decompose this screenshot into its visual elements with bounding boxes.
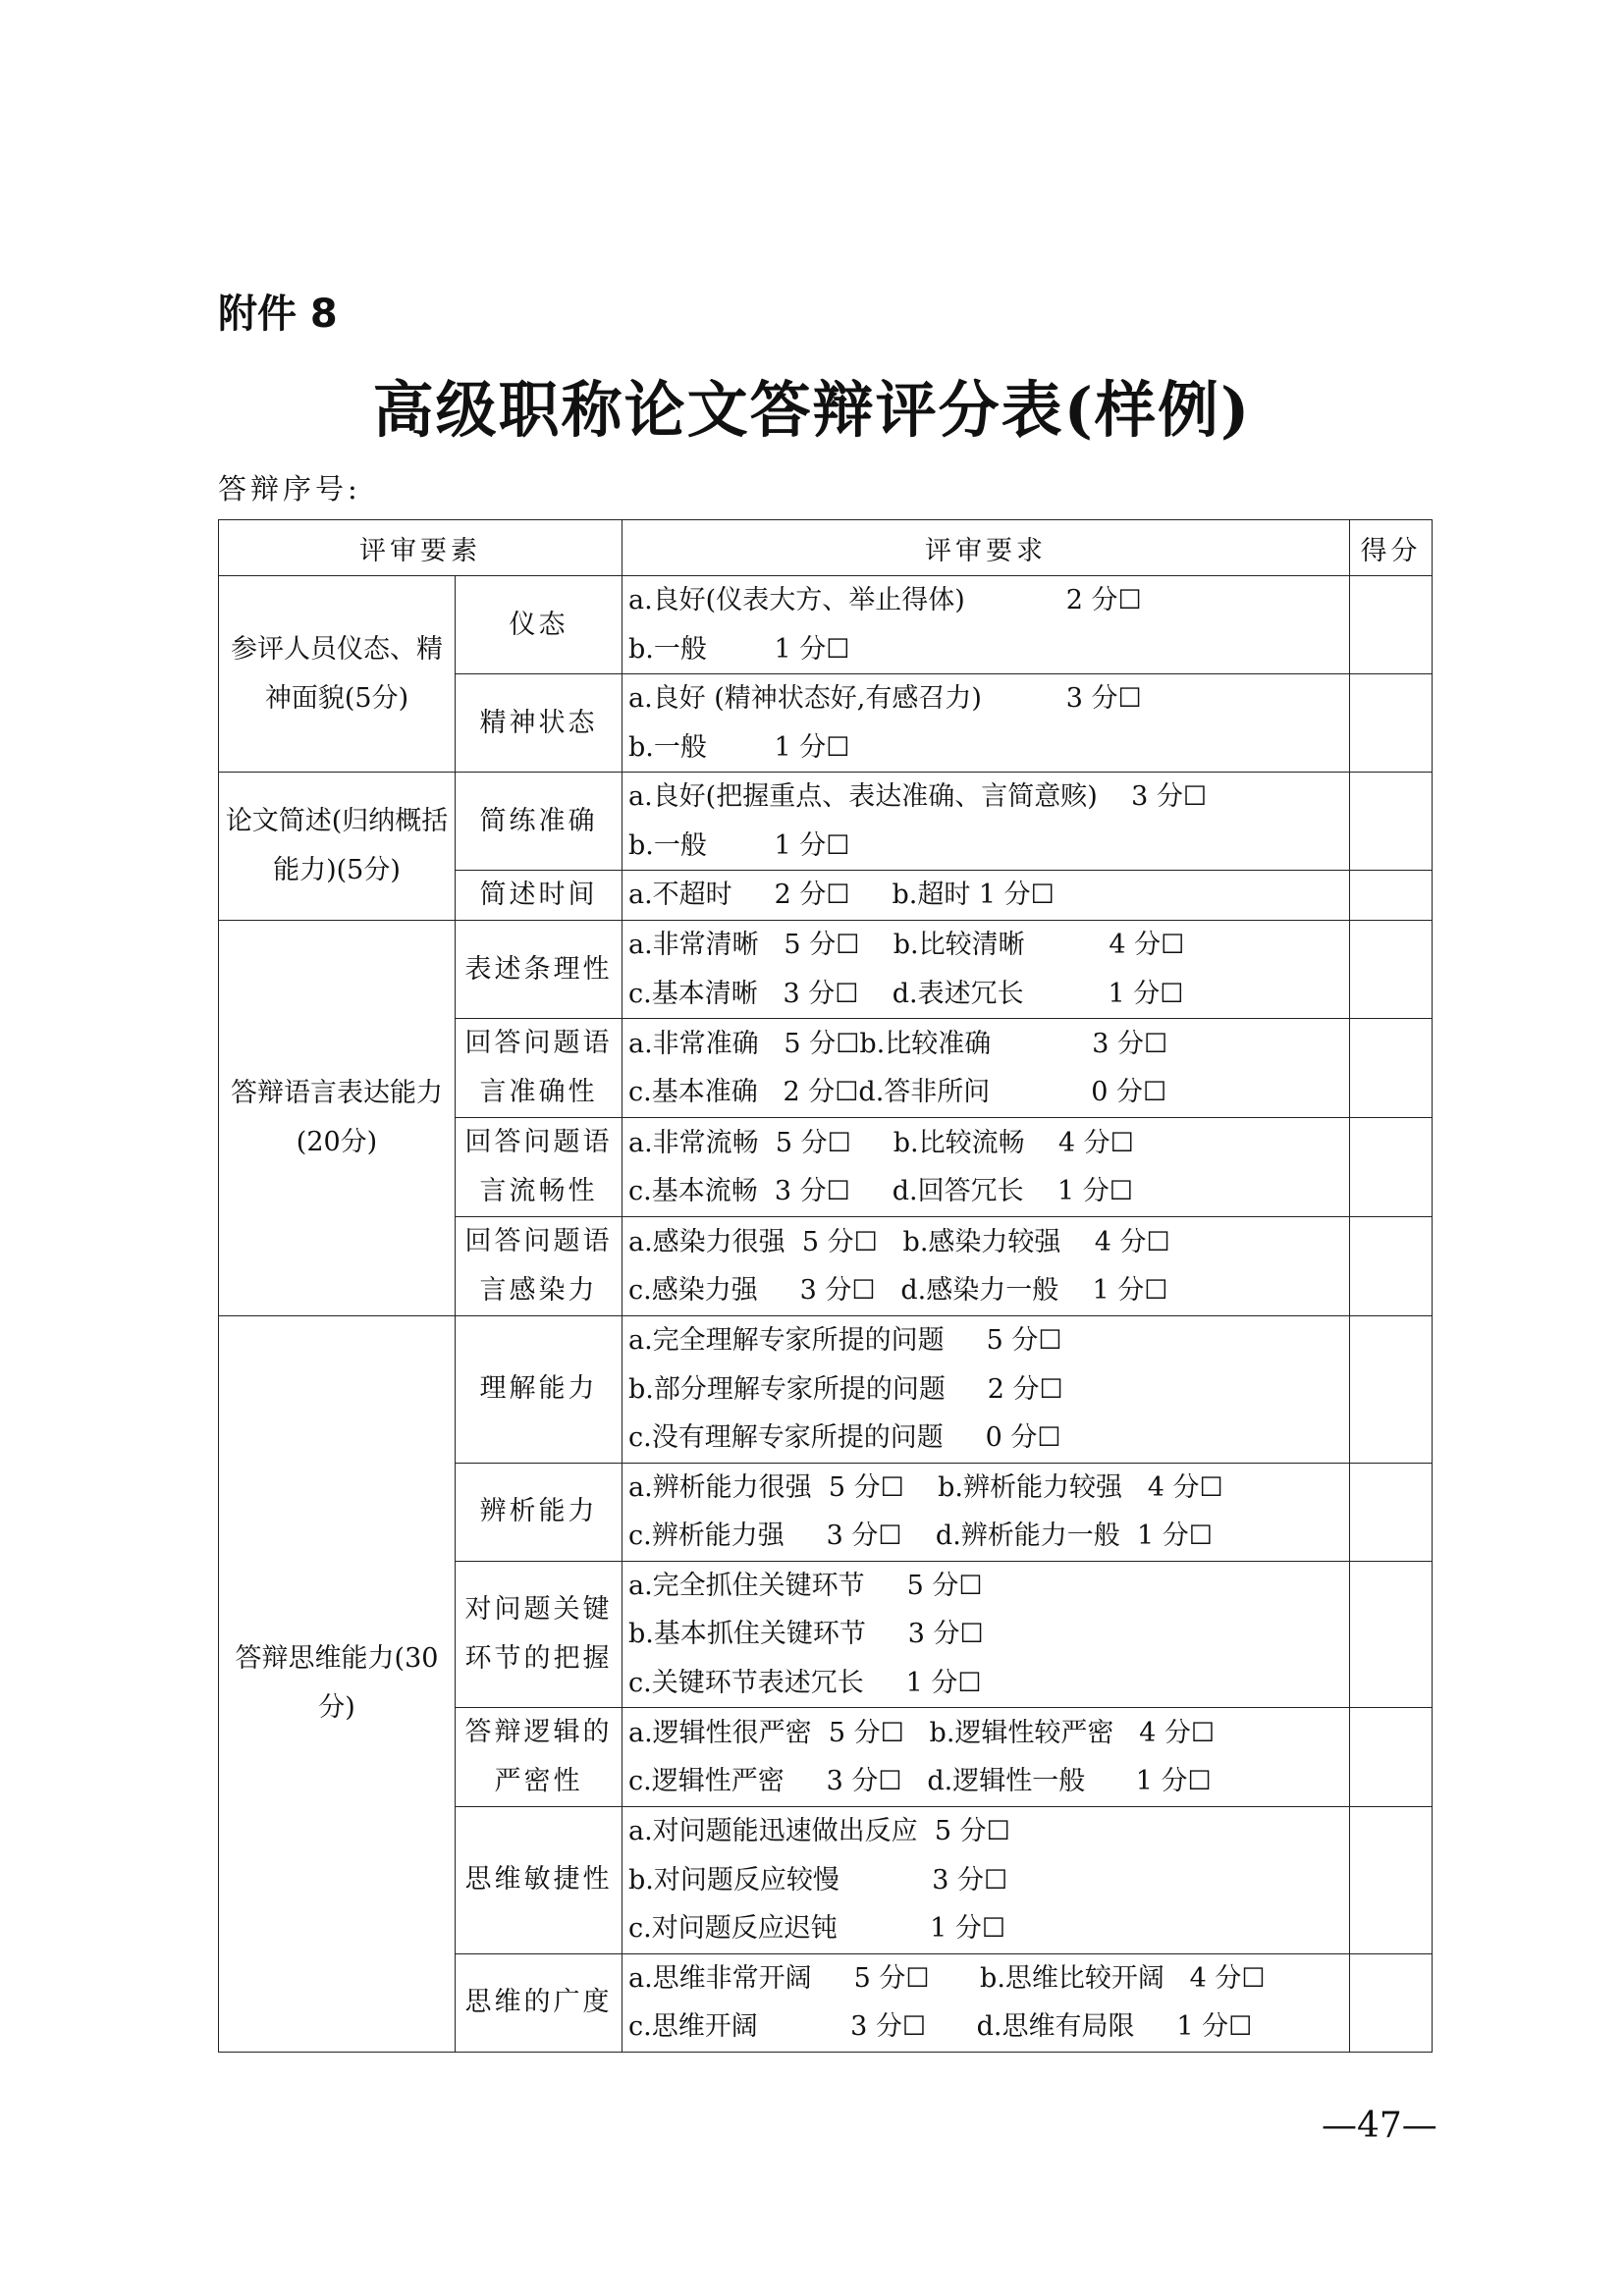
score-cell[interactable] (1350, 1316, 1433, 1464)
table-row (219, 576, 1433, 674)
requirement-cell (623, 1807, 1350, 1954)
scoring-table (218, 519, 1433, 2053)
requirement-line: a.非常流畅 5 分☐ b.比较流畅 4 分☐ (628, 1127, 1134, 1158)
header-criteria: 评审要素 (219, 520, 623, 576)
header-score: 得分 (1350, 520, 1433, 576)
requirement-cell (623, 773, 1350, 871)
requirement-line: a.思维非常开阔 5 分☐ b.思维比较开阔 4 分☐ (628, 1962, 1266, 1994)
requirement-cell (623, 871, 1350, 921)
table-row (219, 1316, 1433, 1464)
requirement-line: b.一般 1 分☐ (628, 829, 850, 861)
requirement-cell (623, 1217, 1350, 1316)
table-row (219, 921, 1433, 1019)
criterion-cell: 回答问题语言准确性 (456, 1019, 623, 1118)
score-cell[interactable] (1350, 674, 1433, 773)
criterion-cell: 思维敏捷性 (456, 1807, 623, 1954)
requirement-line: a.感染力很强 5 分☐ b.感染力较强 4 分☐ (628, 1226, 1170, 1257)
requirement-line: a.良好(把握重点、表达准确、言简意赅) 3 分☐ (628, 781, 1208, 812)
category-cell: 参评人员仪态、精神面貌(5分) (219, 576, 456, 773)
requirement-line: c.关键环节表述冗长 1 分☐ (628, 1667, 982, 1698)
requirement-line: a.良好(仪表大方、举止得体) 2 分☐ (628, 585, 1142, 615)
requirement-line: c.逻辑性严密 3 分☐ d.逻辑性一般 1 分☐ (628, 1766, 1212, 1796)
header-requirements: 评审要求 (623, 520, 1350, 576)
requirement-line: b.一般 1 分☐ (628, 731, 850, 763)
score-cell[interactable] (1350, 576, 1433, 674)
requirement-cell (623, 674, 1350, 773)
requirement-cell (623, 1708, 1350, 1807)
requirement-cell (623, 921, 1350, 1019)
criterion-cell: 对问题关键环节的把握 (456, 1561, 623, 1708)
requirement-line: b.基本抓住关键环节 3 分☐ (628, 1619, 984, 1649)
criterion-cell: 思维的广度 (456, 1953, 623, 2052)
requirement-line: b.一般 1 分☐ (628, 633, 850, 665)
requirement-line: a.不超时 2 分☐ b.超时 1 分☐ (628, 880, 1055, 911)
requirement-line: a.对问题能迅速做出反应 5 分☐ (628, 1816, 1010, 1846)
requirement-cell (623, 1019, 1350, 1118)
table-row (219, 773, 1433, 871)
category-cell: 答辩思维能力(30分) (219, 1316, 456, 2053)
score-cell[interactable] (1350, 1019, 1433, 1118)
requirement-line: c.没有理解专家所提的问题 0 分☐ (628, 1422, 1061, 1453)
requirement-cell (623, 1561, 1350, 1708)
requirement-line: c.基本清晰 3 分☐ d.表述冗长 1 分☐ (628, 978, 1184, 1009)
score-cell[interactable] (1350, 1807, 1433, 1954)
requirement-line: a.非常准确 5 分☐b.比较准确 3 分☐ (628, 1028, 1168, 1059)
category-cell: 答辩语言表达能力(20分) (219, 921, 456, 1316)
page-title: 高级职称论文答辩评分表(样例) (372, 374, 1252, 446)
requirement-line: a.非常清晰 5 分☐ b.比较清晰 4 分☐ (628, 930, 1185, 960)
requirement-line: a.辨析能力很强 5 分☐ b.辨析能力较强 4 分☐ (628, 1471, 1223, 1503)
score-cell[interactable] (1350, 1708, 1433, 1807)
score-cell[interactable] (1350, 1118, 1433, 1217)
score-cell[interactable] (1350, 1561, 1433, 1708)
score-cell[interactable] (1350, 1953, 1433, 2052)
criterion-cell: 回答问题语言流畅性 (456, 1118, 623, 1217)
requirement-line: c.基本流畅 3 分☐ d.回答冗长 1 分☐ (628, 1176, 1133, 1206)
requirement-line: a.逻辑性很严密 5 分☐ b.逻辑性较严密 4 分☐ (628, 1717, 1216, 1748)
score-cell[interactable] (1350, 1463, 1433, 1561)
page-number: —47— (1322, 2106, 1437, 2146)
criterion-cell: 简练准确 (456, 773, 623, 871)
criterion-cell: 精神状态 (456, 674, 623, 773)
requirement-cell (623, 1316, 1350, 1464)
score-cell[interactable] (1350, 1217, 1433, 1316)
requirement-cell (623, 1953, 1350, 2052)
score-cell[interactable] (1350, 921, 1433, 1019)
requirement-line: a.完全抓住关键环节 5 分☐ (628, 1570, 983, 1601)
requirement-line: b.对问题反应较慢 3 分☐ (628, 1864, 1008, 1896)
criterion-cell: 表述条理性 (456, 921, 623, 1019)
criterion-cell: 简述时间 (456, 871, 623, 921)
requirement-line: c.对问题反应迟钝 1 分☐ (628, 1913, 1006, 1944)
requirement-line: a.良好 (精神状态好,有感召力) 3 分☐ (628, 683, 1142, 714)
table-body (219, 576, 1433, 2053)
requirement-line: c.感染力强 3 分☐ d.感染力一般 1 分☐ (628, 1275, 1168, 1306)
requirement-line: c.基本准确 2 分☐d.答非所问 0 分☐ (628, 1077, 1167, 1107)
category-cell: 论文简述(归纳概括能力)(5分) (219, 773, 456, 921)
criterion-cell: 辨析能力 (456, 1463, 623, 1561)
requirement-line: b.部分理解专家所提的问题 2 分☐ (628, 1373, 1063, 1405)
criterion-cell: 答辩逻辑的严密性 (456, 1708, 623, 1807)
score-cell[interactable] (1350, 871, 1433, 921)
requirement-line: a.完全理解专家所提的问题 5 分☐ (628, 1325, 1062, 1356)
attachment-label: 附件 8 (218, 292, 338, 337)
requirement-line: c.辨析能力强 3 分☐ d.辨析能力一般 1 分☐ (628, 1521, 1213, 1551)
criterion-cell: 仪态 (456, 576, 623, 674)
score-cell[interactable] (1350, 773, 1433, 871)
sequence-label: 答辩序号: (218, 472, 361, 506)
criterion-cell: 理解能力 (456, 1316, 623, 1464)
requirement-cell (623, 576, 1350, 674)
requirement-cell (623, 1118, 1350, 1217)
criterion-cell: 回答问题语言感染力 (456, 1217, 623, 1316)
requirement-line: c.思维开阔 3 分☐ d.思维有局限 1 分☐ (628, 2011, 1253, 2042)
requirement-cell (623, 1463, 1350, 1561)
table-header-row (219, 520, 1433, 576)
